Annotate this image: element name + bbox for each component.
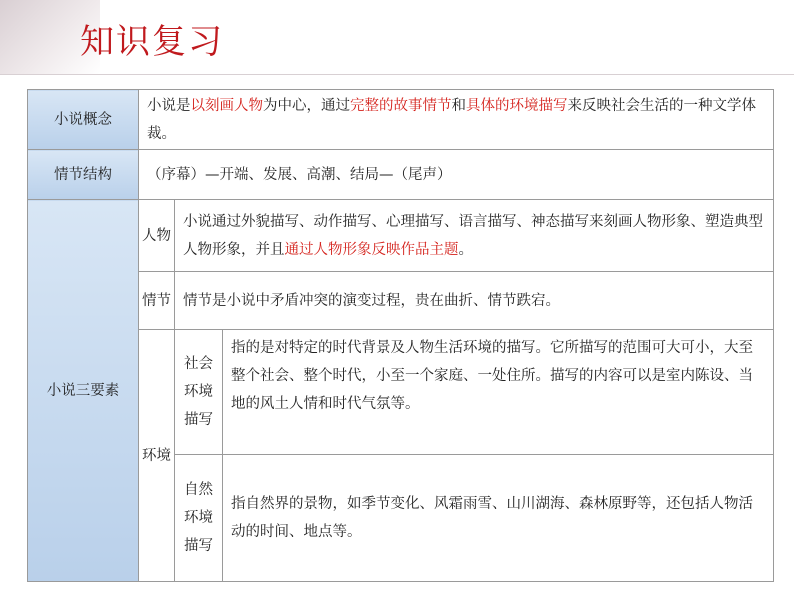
- page-title: 知识复习: [80, 22, 224, 62]
- concept-highlight-2: 完整的故事情节: [350, 97, 452, 114]
- character-content: 小说通过外貌描写、动作描写、心理描写、语言描写、神态描写来刻画人物形象、塑造典型人物形象，并且通过人物形象反映作品主题。: [175, 200, 774, 272]
- character-highlight: 通过人物形象反映作品主题: [284, 241, 459, 258]
- environment-label: 环境: [139, 330, 175, 582]
- knowledge-table: [27, 89, 774, 582]
- natural-environment-label: 自然环境描写: [175, 455, 223, 582]
- row-plot: [28, 272, 774, 330]
- concept-label: 小说概念: [28, 90, 139, 150]
- plot-structure-content: （序幕）—开端、发展、高潮、结局—（尾声）: [139, 150, 774, 200]
- row-social-environment: [28, 330, 774, 455]
- row-plot-structure: [28, 150, 774, 200]
- concept-highlight-3: 具体的环境描写: [466, 97, 568, 114]
- character-label: 人物: [139, 200, 175, 272]
- plot-structure-label: 情节结构: [28, 150, 139, 200]
- concept-content: 小说是以刻画人物为中心，通过完整的故事情节和具体的环境描写来反映社会生活的一种文学体裁。: [139, 90, 774, 150]
- row-concept: [28, 90, 774, 150]
- plot-label: 情节: [139, 272, 175, 330]
- concept-highlight-1: 以刻画人物: [190, 97, 263, 114]
- header-divider: [0, 74, 794, 75]
- plot-content: 情节是小说中矛盾冲突的演变过程，贵在曲折、情节跌宕。: [175, 272, 774, 330]
- row-character: [28, 200, 774, 272]
- social-environment-label: 社会环境描写: [175, 330, 223, 455]
- social-environment-content: 指的是对特定的时代背景及人物生活环境的描写。它所描写的范围可大可小，大至整个社会、整个时代，小至一个家庭、一处住所。描写的内容可以是室内陈设、当地的风土人情和时代气氛等。: [223, 330, 774, 455]
- three-elements-label: 小说三要素: [28, 200, 139, 582]
- natural-environment-content: 指自然界的景物，如季节变化、风霜雨雪、山川湖海、森林原野等，还包括人物活动的时间、地点等。: [223, 455, 774, 582]
